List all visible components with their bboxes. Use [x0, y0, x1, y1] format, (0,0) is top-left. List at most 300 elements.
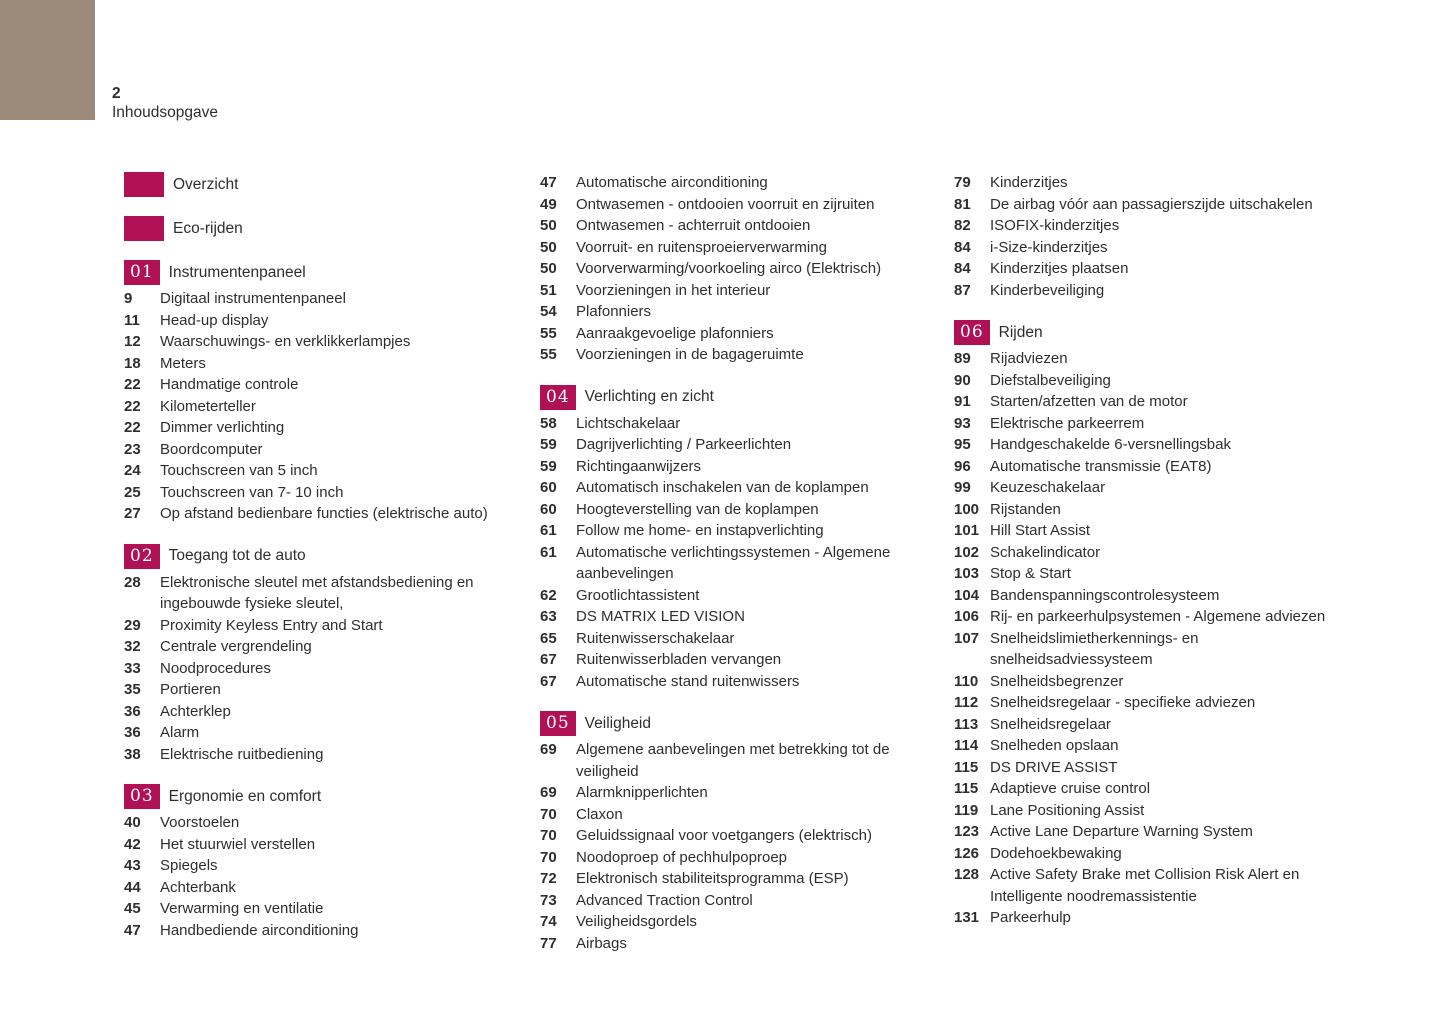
- toc-entry-page: 28: [124, 573, 141, 591]
- toc-entry-label: Rijstanden: [990, 500, 1061, 518]
- section-title: Toegang tot de auto: [168, 547, 306, 564]
- toc-entry-page: 96: [954, 457, 971, 475]
- toc-entry-label: Portieren: [160, 681, 221, 698]
- toc-entry-label: Handgeschakelde 6-versnellingsbak: [990, 436, 1231, 453]
- toc-entry-page: 70: [540, 848, 557, 866]
- section-header: [124, 544, 516, 569]
- corner-decoration: [0, 0, 95, 120]
- toc-entry: [124, 834, 516, 856]
- section-number-badge: 05: [540, 711, 576, 736]
- toc-entry-label: Stop & Start: [990, 565, 1071, 582]
- toc-entry: [954, 843, 1354, 865]
- toc-entry-label: Op afstand bedienbare functies (elektrische auto): [160, 505, 488, 522]
- toc-section: [124, 260, 516, 525]
- toc-section: [124, 544, 516, 766]
- section-header: [124, 172, 516, 197]
- toc-entry: [954, 520, 1354, 542]
- toc-entry-label: Ontwasemen - achterruit ontdooien: [576, 217, 811, 234]
- toc-entry: [954, 370, 1354, 392]
- toc-entry-label: Touchscreen van 5 inch: [160, 462, 318, 479]
- toc-entry-page: 112: [954, 694, 979, 711]
- toc-entry-page: 77: [540, 934, 557, 952]
- toc-entry-label: Ruitenwisserschakelaar: [576, 629, 735, 647]
- section-title: Veiligheid: [584, 714, 651, 732]
- toc-entry-page: 50: [540, 238, 557, 256]
- toc-entry-label: Dodehoekbewaking: [990, 844, 1122, 862]
- toc-entry-label: Hoogteverstelling van de koplampen: [576, 500, 819, 518]
- toc-entry-label: Snelheidslimietherkennings- en snelheidsadviessysteem: [990, 629, 1199, 668]
- toc-entry-label: Head-up display: [160, 311, 269, 329]
- toc-entry: [124, 572, 516, 615]
- toc-entry-label: Parkeerhulp: [990, 909, 1071, 926]
- toc-entry-page: 128: [954, 866, 980, 883]
- toc-columns: [124, 172, 1354, 954]
- toc-entry: [124, 855, 516, 877]
- toc-entry-page: 61: [540, 543, 557, 561]
- toc-entry: [540, 237, 932, 259]
- toc-entry: [540, 804, 932, 826]
- toc-entry: [124, 310, 516, 332]
- toc-entry-page: 47: [540, 174, 557, 191]
- section-marker: [124, 216, 164, 241]
- toc-entry: [540, 890, 932, 912]
- toc-entry-label: Automatische stand ruitenwissers: [576, 672, 800, 690]
- toc-entry: [954, 477, 1354, 499]
- toc-entry-page: 70: [540, 827, 557, 844]
- toc-section: [954, 320, 1354, 929]
- toc-entry-label: i-Size-kinderzitjes: [990, 238, 1108, 256]
- toc-entry-label: Active Safety Brake met Collision Risk Alert en Intelligente noodremassistentie: [990, 866, 1300, 905]
- toc-entry-page: 106: [954, 608, 980, 625]
- toc-entry: [540, 215, 932, 237]
- toc-section: [540, 385, 932, 693]
- toc-entry-label: Automatische transmissie (EAT8): [990, 457, 1212, 475]
- toc-entry-page: 35: [124, 681, 141, 698]
- toc-entry-page: 110: [954, 672, 979, 690]
- toc-entry-label: Keuzeschakelaar: [990, 479, 1106, 496]
- section-number-badge: 06: [954, 320, 990, 345]
- toc-entry: [124, 744, 516, 766]
- toc-entry-label: Touchscreen van 7- 10 inch: [160, 483, 344, 501]
- toc-entry-label: Veiligheidsgordels: [576, 913, 697, 930]
- toc-column-3: [954, 172, 1354, 954]
- toc-entry-label: Grootlichtassistent: [576, 586, 700, 604]
- toc-entry-label: Adaptieve cruise control: [990, 780, 1151, 797]
- toc-entry-label: Rijadviezen: [990, 350, 1068, 367]
- toc-entry-label: Active Lane Departure Warning System: [990, 823, 1253, 840]
- toc-entry-page: 47: [124, 921, 141, 939]
- toc-entry: [124, 374, 516, 396]
- toc-entry-label: Voorverwarming/voorkoeling airco (Elektrisch): [576, 260, 882, 277]
- toc-entry: [954, 542, 1354, 564]
- toc-section: [124, 216, 516, 241]
- toc-entry-page: 115: [954, 758, 979, 776]
- toc-entry-page: 42: [124, 835, 141, 853]
- toc-entry-page: 23: [124, 440, 141, 458]
- toc-entry-page: 73: [540, 891, 557, 909]
- toc-entry: [540, 847, 932, 869]
- toc-entry: [954, 907, 1354, 929]
- toc-entry: [540, 825, 932, 847]
- toc-entry-label: Snelheidsregelaar: [990, 715, 1111, 733]
- toc-entry-page: 45: [124, 900, 141, 917]
- toc-entry-page: 9: [124, 290, 133, 307]
- toc-entry-label: Follow me home- en instapverlichting: [576, 522, 824, 539]
- toc-entry: [954, 692, 1354, 714]
- toc-entry-page: 81: [954, 195, 971, 213]
- toc-entry: [540, 280, 932, 302]
- toc-entry-page: 18: [124, 354, 141, 372]
- toc-entry-label: Automatische verlichtingssystemen - Algemene aanbevelingen: [576, 543, 891, 582]
- toc-entry-label: Plafonniers: [576, 303, 652, 320]
- toc-entry-label: Voorstoelen: [160, 814, 240, 831]
- toc-entry-page: 104: [954, 586, 980, 604]
- toc-entry-page: 60: [540, 500, 557, 518]
- toc-entry-page: 126: [954, 844, 980, 862]
- toc-entry-page: 55: [540, 324, 557, 342]
- toc-entry: [124, 503, 516, 525]
- toc-entry-label: Ontwasemen - ontdooien voorruit en zijruiten: [576, 195, 875, 213]
- toc-entry-label: Meters: [160, 354, 206, 372]
- toc-entry-label: Automatisch inschakelen van de koplampen: [576, 479, 869, 496]
- section-header: [124, 216, 516, 241]
- toc-entry-page: 91: [954, 393, 971, 410]
- toc-entry: [954, 735, 1354, 757]
- toc-section: [954, 172, 1354, 301]
- toc-entry: [954, 778, 1354, 800]
- toc-entry: [124, 679, 516, 701]
- toc-entry: [124, 396, 516, 418]
- toc-entry: [540, 258, 932, 280]
- toc-entry: [124, 353, 516, 375]
- toc-entry-label: Centrale vergrendeling: [160, 638, 312, 655]
- toc-entry-page: 82: [954, 217, 971, 234]
- toc-entry-page: 40: [124, 814, 141, 831]
- toc-entry: [540, 477, 932, 499]
- toc-entry-label: ISOFIX-kinderzitjes: [990, 217, 1120, 234]
- toc-entry-label: Handbediende airconditioning: [160, 921, 359, 939]
- toc-entry-page: 89: [954, 350, 971, 367]
- toc-entry-label: Claxon: [576, 805, 623, 823]
- toc-entry-label: Elektrische parkeerrem: [990, 414, 1145, 432]
- toc-entry-label: Spiegels: [160, 857, 218, 874]
- toc-entry-page: 63: [540, 608, 557, 625]
- toc-entry-page: 93: [954, 414, 971, 432]
- toc-entry-label: Elektrische ruitbediening: [160, 745, 324, 763]
- page-title: Inhoudsopgave: [112, 104, 219, 121]
- toc-section: [124, 784, 516, 941]
- toc-entry-page: 49: [540, 195, 557, 213]
- toc-entry-label: Dimmer verlichting: [160, 419, 285, 436]
- toc-entry-label: Schakelindicator: [990, 543, 1101, 561]
- page-number: 2: [112, 85, 121, 102]
- toc-entry-label: Noodoproep of pechhulpoproep: [576, 848, 788, 866]
- toc-entry-page: 131: [954, 909, 980, 926]
- toc-entry: [540, 739, 932, 782]
- toc-entry: [540, 628, 932, 650]
- toc-entry-page: 44: [124, 878, 141, 896]
- toc-entry: [540, 933, 932, 955]
- toc-entry-page: 107: [954, 629, 980, 647]
- toc-entry: [954, 413, 1354, 435]
- toc-entry-label: Starten/afzetten van de motor: [990, 393, 1188, 410]
- toc-entry: [954, 280, 1354, 302]
- toc-entry: [540, 649, 932, 671]
- toc-entry-label: Voorzieningen in de bagageruimte: [576, 346, 804, 363]
- section-title: Overzicht: [173, 175, 239, 193]
- toc-entry: [540, 172, 932, 194]
- section-title: Verlichting en zicht: [584, 388, 714, 405]
- toc-entry-label: Diefstalbeveiliging: [990, 371, 1111, 389]
- toc-entry-page: 36: [124, 702, 141, 720]
- toc-column-2: [540, 172, 932, 954]
- toc-entry: [954, 671, 1354, 693]
- toc-entry-page: 103: [954, 565, 980, 582]
- toc-entry-page: 12: [124, 333, 141, 350]
- toc-entry: [954, 499, 1354, 521]
- section-header: [954, 320, 1354, 345]
- toc-entry-label: Snelheden opslaan: [990, 737, 1119, 754]
- toc-entry-page: 29: [124, 616, 141, 634]
- toc-entry-page: 99: [954, 479, 971, 496]
- toc-entry: [124, 331, 516, 353]
- toc-entry-page: 70: [540, 805, 557, 823]
- section-marker: [124, 172, 164, 197]
- toc-entry-page: 123: [954, 823, 980, 840]
- toc-entry-label: Dagrijverlichting / Parkeerlichten: [576, 436, 792, 453]
- toc-entry-page: 55: [540, 346, 557, 363]
- toc-entry: [124, 439, 516, 461]
- toc-section: [540, 172, 932, 366]
- toc-entry-page: 36: [124, 724, 141, 741]
- toc-entry-label: Elektronisch stabiliteitsprogramma (ESP): [576, 870, 849, 887]
- toc-entry-label: Proximity Keyless Entry and Start: [160, 616, 383, 634]
- toc-entry-page: 25: [124, 483, 141, 501]
- toc-entry: [954, 714, 1354, 736]
- toc-entry: [540, 499, 932, 521]
- toc-entry: [954, 434, 1354, 456]
- toc-entry: [124, 701, 516, 723]
- toc-entry: [540, 868, 932, 890]
- toc-entry: [540, 413, 932, 435]
- toc-entry-label: DS MATRIX LED VISION: [576, 608, 745, 625]
- toc-entry-page: 102: [954, 543, 980, 561]
- toc-entry: [954, 628, 1354, 671]
- toc-section: [540, 711, 932, 954]
- toc-entry: [540, 323, 932, 345]
- toc-entry: [540, 782, 932, 804]
- toc-entry-page: 61: [540, 522, 557, 539]
- toc-entry-label: Digitaal instrumentenpaneel: [160, 290, 346, 307]
- toc-entry-label: Rij- en parkeerhulpsystemen - Algemene adviezen: [990, 608, 1326, 625]
- toc-entry: [540, 456, 932, 478]
- toc-entry-page: 32: [124, 638, 141, 655]
- section-number-badge: 02: [124, 544, 160, 569]
- toc-entry: [124, 658, 516, 680]
- toc-entry-label: Waarschuwings- en verklikkerlampjes: [160, 333, 411, 350]
- toc-entry: [954, 258, 1354, 280]
- toc-entry: [540, 606, 932, 628]
- toc-entry: [124, 482, 516, 504]
- toc-entry: [540, 344, 932, 366]
- toc-entry: [954, 237, 1354, 259]
- toc-entry-page: 50: [540, 217, 557, 234]
- toc-entry-page: 113: [954, 715, 979, 733]
- toc-entry-label: Richtingaanwijzers: [576, 457, 702, 475]
- toc-entry-page: 43: [124, 857, 141, 874]
- toc-entry-page: 69: [540, 784, 557, 801]
- toc-entry-page: 74: [540, 913, 557, 930]
- toc-entry-page: 87: [954, 281, 971, 299]
- toc-entry-label: Airbags: [576, 934, 627, 952]
- toc-entry: [124, 812, 516, 834]
- toc-entry-page: 59: [540, 457, 557, 475]
- toc-section: [124, 172, 516, 197]
- toc-entry-label: DS DRIVE ASSIST: [990, 758, 1118, 776]
- toc-entry-label: Bandenspanningscontrolesysteem: [990, 586, 1220, 604]
- toc-entry: [954, 194, 1354, 216]
- toc-entry: [540, 911, 932, 933]
- toc-entry-label: Achterbank: [160, 878, 236, 896]
- toc-entry-label: Snelheidsbegrenzer: [990, 672, 1124, 690]
- toc-entry-label: Kinderbeveiliging: [990, 281, 1105, 299]
- toc-entry-page: 22: [124, 376, 141, 393]
- toc-entry: [124, 722, 516, 744]
- section-number-badge: 04: [540, 385, 576, 410]
- toc-entry: [954, 606, 1354, 628]
- toc-entry: [954, 821, 1354, 843]
- toc-entry-label: Elektronische sleutel met afstandsbediening en ingebouwde fysieke sleutel,: [160, 573, 474, 612]
- toc-entry-page: 79: [954, 174, 971, 191]
- toc-entry-label: Lane Positioning Assist: [990, 801, 1145, 819]
- toc-entry-label: Boordcomputer: [160, 440, 263, 458]
- toc-entry-label: Snelheidsregelaar - specifieke adviezen: [990, 694, 1256, 711]
- toc-entry: [540, 520, 932, 542]
- toc-entry: [540, 585, 932, 607]
- toc-entry-page: 84: [954, 260, 971, 277]
- toc-entry-page: 72: [540, 870, 557, 887]
- toc-entry-label: De airbag vóór aan passagierszijde uitschakelen: [990, 195, 1313, 213]
- section-header: [124, 260, 516, 285]
- toc-entry-page: 90: [954, 371, 971, 389]
- toc-entry-label: Noodprocedures: [160, 659, 271, 677]
- toc-entry: [954, 172, 1354, 194]
- toc-entry-page: 60: [540, 479, 557, 496]
- toc-entry: [954, 864, 1354, 907]
- toc-entry-label: Alarmknipperlichten: [576, 784, 708, 801]
- toc-entry-page: 33: [124, 659, 141, 677]
- toc-entry-page: 58: [540, 414, 557, 432]
- toc-entry: [124, 460, 516, 482]
- toc-entry-label: Advanced Traction Control: [576, 891, 753, 909]
- toc-entry-page: 51: [540, 281, 557, 299]
- toc-entry: [954, 563, 1354, 585]
- toc-entry-label: Alarm: [160, 724, 200, 741]
- toc-entry: [954, 348, 1354, 370]
- toc-entry: [540, 194, 932, 216]
- toc-entry: [954, 391, 1354, 413]
- toc-entry: [124, 898, 516, 920]
- toc-entry-label: Ruitenwisserbladen vervangen: [576, 651, 782, 668]
- section-number-badge: 01: [124, 260, 160, 285]
- toc-entry-label: Kilometerteller: [160, 397, 256, 415]
- section-header: [540, 385, 932, 410]
- toc-entry-page: 119: [954, 801, 979, 819]
- section-title: Instrumentenpaneel: [168, 263, 306, 281]
- section-title: Ergonomie en comfort: [168, 787, 322, 805]
- toc-entry-page: 65: [540, 629, 557, 647]
- toc-column-1: [124, 172, 516, 954]
- toc-entry-label: Kinderzitjes: [990, 174, 1068, 191]
- toc-entry-page: 11: [124, 311, 140, 329]
- toc-entry-label: Voorzieningen in het interieur: [576, 281, 771, 299]
- toc-entry-label: Hill Start Assist: [990, 522, 1091, 539]
- section-title: Rijden: [998, 323, 1043, 341]
- toc-entry-page: 54: [540, 303, 557, 320]
- toc-entry-label: Automatische airconditioning: [576, 174, 768, 191]
- toc-entry-label: Achterklep: [160, 702, 231, 720]
- section-title: Eco-rijden: [173, 219, 243, 237]
- toc-entry: [540, 301, 932, 323]
- toc-entry-label: Aanraakgevoelige plafonniers: [576, 324, 774, 342]
- toc-entry: [954, 585, 1354, 607]
- toc-entry: [124, 636, 516, 658]
- toc-entry: [124, 920, 516, 942]
- toc-entry: [124, 877, 516, 899]
- toc-entry-label: Geluidssignaal voor voetgangers (elektrisch): [576, 827, 872, 844]
- toc-entry: [124, 615, 516, 637]
- toc-entry: [124, 288, 516, 310]
- toc-entry: [954, 757, 1354, 779]
- toc-entry-label: Handmatige controle: [160, 376, 299, 393]
- section-header: [540, 711, 932, 736]
- toc-entry-page: 24: [124, 462, 141, 479]
- toc-entry: [540, 542, 932, 585]
- toc-entry-page: 50: [540, 260, 557, 277]
- toc-entry-page: 84: [954, 238, 971, 256]
- toc-entry-page: 67: [540, 651, 557, 668]
- toc-entry-page: 101: [954, 522, 980, 539]
- toc-entry: [540, 671, 932, 693]
- toc-entry-page: 69: [540, 741, 557, 758]
- toc-entry-page: 59: [540, 436, 557, 453]
- toc-entry: [954, 456, 1354, 478]
- page-header: [112, 84, 218, 122]
- toc-entry-label: Kinderzitjes plaatsen: [990, 260, 1129, 277]
- section-header: [124, 784, 516, 809]
- toc-entry-page: 22: [124, 419, 141, 436]
- toc-entry-label: Algemene aanbevelingen met betrekking tot de veiligheid: [576, 741, 890, 780]
- section-number-badge: 03: [124, 784, 160, 809]
- toc-entry: [954, 215, 1354, 237]
- toc-entry: [540, 434, 932, 456]
- toc-entry-label: Lichtschakelaar: [576, 414, 681, 432]
- toc-entry-page: 38: [124, 745, 141, 763]
- toc-entry-page: 100: [954, 500, 980, 518]
- toc-entry-page: 114: [954, 737, 979, 754]
- toc-entry: [954, 800, 1354, 822]
- toc-entry-page: 27: [124, 505, 141, 522]
- toc-entry-label: Voorruit- en ruitensproeierverwarming: [576, 238, 827, 256]
- toc-entry-page: 22: [124, 397, 141, 415]
- toc-entry-page: 95: [954, 436, 971, 453]
- toc-entry-page: 62: [540, 586, 557, 604]
- toc-entry-page: 67: [540, 672, 557, 690]
- toc-entry-label: Verwarming en ventilatie: [160, 900, 324, 917]
- toc-entry-label: Het stuurwiel verstellen: [160, 835, 316, 853]
- toc-entry-page: 115: [954, 780, 979, 797]
- toc-entry: [124, 417, 516, 439]
